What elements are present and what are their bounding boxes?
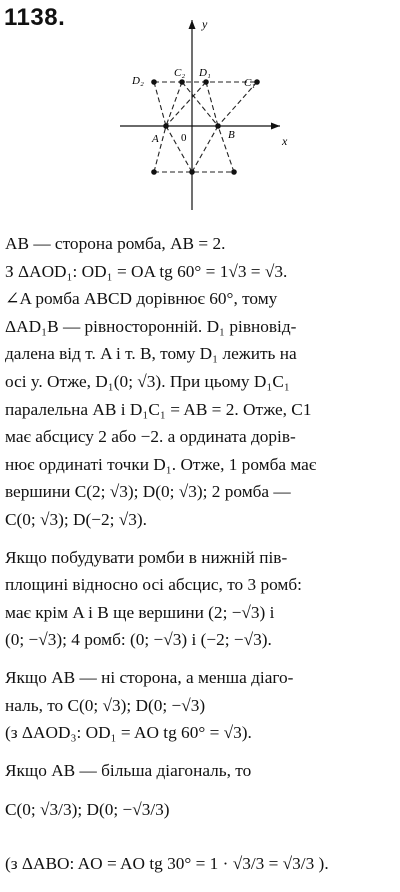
edge-c2-a — [166, 82, 182, 126]
point-low-right — [231, 169, 237, 175]
edge-d2-a — [154, 82, 166, 126]
text-line: має абсцису 2 або −2. а ордината дорів- — [5, 427, 296, 447]
point-b — [215, 123, 221, 129]
y-axis-arrow-icon — [189, 20, 196, 29]
text-line: наль, то C(0; √3); D(0; −√3) — [5, 695, 206, 715]
point-a — [163, 123, 169, 129]
point-d1 — [203, 79, 209, 85]
text-line: (0; −√3); 4 ромб: (0; −√3) і (−2; −√3). — [5, 630, 272, 650]
point-c2 — [179, 79, 185, 85]
text-line: ΔAD₁B — рівносторонній. D₁ рівновід- — [5, 316, 297, 336]
dashed-rhombi — [154, 82, 257, 172]
label-o: 0 — [181, 132, 187, 144]
point-low-mid — [189, 169, 195, 175]
label-b: B — [228, 129, 235, 141]
text-line: осі y. Отже, D₁(0; √3). При цьому D₁C₁ — [5, 371, 290, 391]
problem-number: 1138. — [4, 4, 66, 31]
edge-d1-b — [206, 82, 218, 126]
point-labels — [131, 67, 255, 145]
edge-low-mid-b — [192, 126, 218, 172]
vertex-points — [151, 79, 260, 175]
label-c2: C₂ — [174, 67, 186, 79]
rhombus-figure — [110, 10, 290, 220]
text-line: Якщо AB — ні сторона, а менша діаго- — [5, 667, 294, 687]
text-line: нює ординаті точки D₁. Отже, 1 ромба має — [5, 454, 317, 474]
label-a: A — [152, 133, 159, 145]
text-line: ∠A ромба ABCD дорівнює 60°, тому — [5, 289, 278, 309]
text-line: має крім A і B ще вершини (2; −√3) і — [5, 602, 275, 622]
edge-low-mid-a — [166, 126, 192, 172]
point-d2 — [151, 79, 157, 85]
point-low-left — [151, 169, 157, 175]
text-line: паралельна AB і D₁C₁ = AB = 2. Отже, C1 — [5, 399, 312, 419]
text-line: Якщо побудувати ромби в нижній пів- — [5, 547, 288, 567]
axis-y-label: y — [202, 17, 208, 31]
label-c1: C₁ — [244, 77, 256, 89]
text-line: C(0; √3/3); D(0; −√3/3) — [5, 800, 170, 820]
text-line: (з ΔAOD₃: OD₁ = AO tg 60° = √3). — [5, 723, 252, 743]
text-line: AB — сторона ромба, AB = 2. — [5, 234, 226, 253]
x-axis-arrow-icon — [271, 123, 280, 130]
solution-text — [5, 230, 397, 892]
axis-x-label: x — [282, 134, 288, 148]
text-line: C(0; √3); D(−2; √3). — [5, 509, 147, 529]
text-line: вершини C(2; √3); D(0; √3); 2 ромба — — [5, 482, 291, 502]
text-line: Якщо AB — більша діагональ, то — [5, 760, 252, 780]
text-line: далена від т. A і т. B, тому D₁ лежить на — [5, 344, 297, 364]
text-line: (з ΔABO: AO = AO tg 30° = 1 · √3/3 = √3/3 ). — [5, 854, 329, 874]
label-d2: D₂ — [132, 75, 144, 87]
text-line: площині відносно осі абсцис, то 3 ромб: — [5, 575, 302, 595]
text-line: З ΔAOD₁: OD₁ = OA tg 60° = 1√3 = √3. — [5, 261, 288, 281]
label-d1: D₁ — [199, 67, 211, 79]
